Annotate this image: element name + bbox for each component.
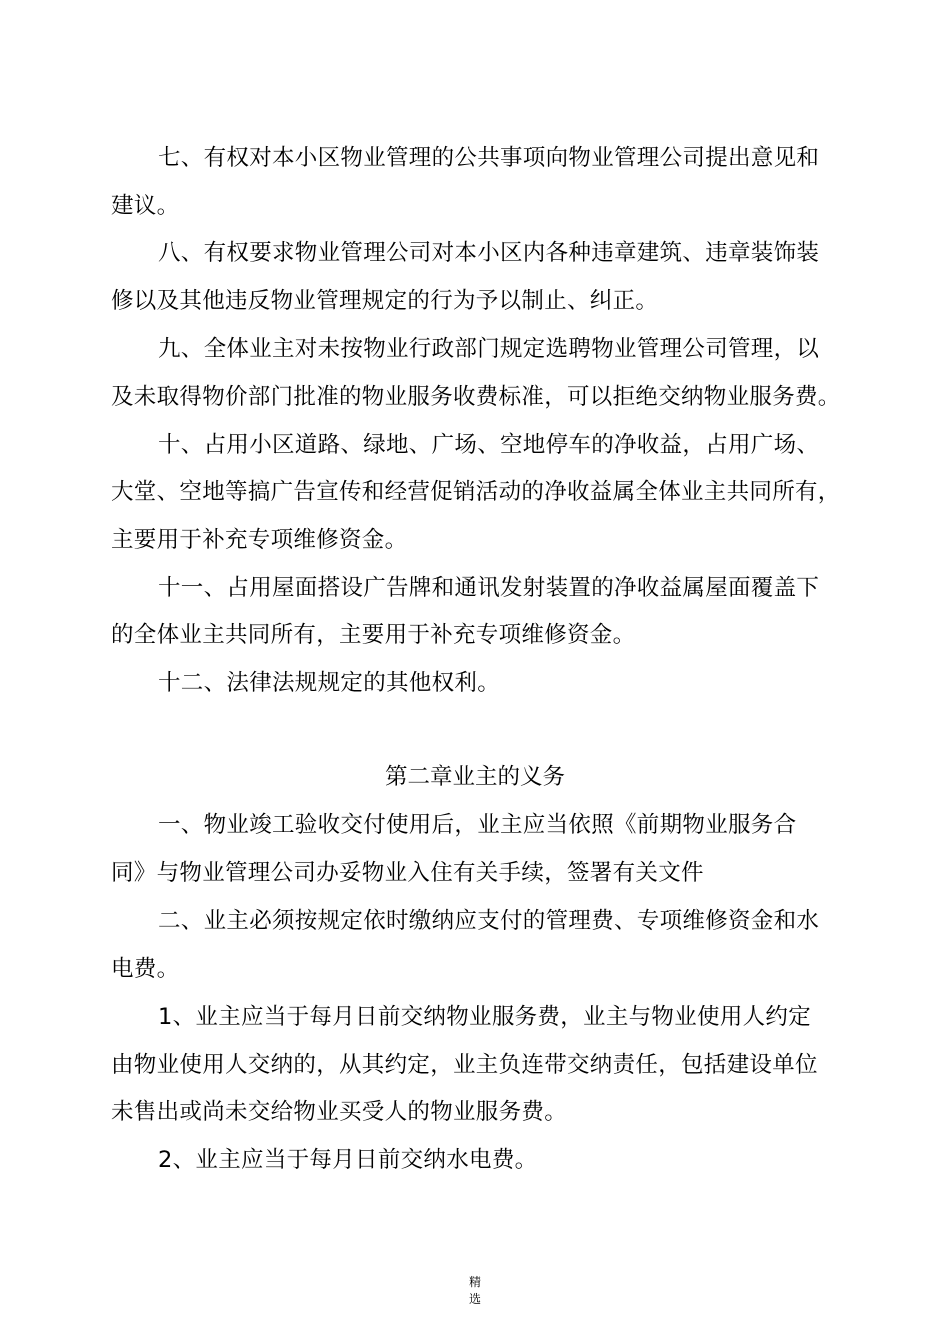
paragraph-8-line-2: 修以及其他违反物业管理规定的行为予以制止、纠正。 [111, 288, 659, 314]
paragraph-11-line-2: 的全体业主共同所有，主要用于补充专项维修资金。 [111, 622, 636, 648]
duty-2-1-line-2: 由物业使用人交纳的，从其约定，业主负连带交纳责任，包括建设单位 [111, 1052, 818, 1078]
duty-2-2-line-1: 2、业主应当于每月日前交纳水电费。 [158, 1147, 538, 1173]
paragraph-10-line-1: 十、占用小区道路、绿地、广场、空地停车的净收益，占用广场、 [158, 432, 820, 458]
duty-1-line-1: 一、物业竣工验收交付使用后，业主应当依照《前期物业服务合 [158, 812, 797, 838]
paragraph-8-line-1: 八、有权要求物业管理公司对本小区内各种违章建筑、违章装饰装 [158, 240, 820, 266]
footer-label-line-1: 精 [468, 1275, 481, 1289]
duty-1-line-2: 同》与物业管理公司办妥物业入住有关手续，签署有关文件 [111, 860, 704, 886]
paragraph-9-line-1: 九、全体业主对未按物业行政部门规定选聘物业管理公司管理，以 [158, 336, 820, 362]
paragraph-11-line-1: 十一、占用屋面搭设广告牌和通讯发射装置的净收益属屋面覆盖下 [158, 575, 820, 601]
paragraph-9-line-2: 及未取得物价部门批准的物业服务收费标准，可以拒绝交纳物业服务费。 [111, 384, 841, 410]
duty-2-line-1: 二、业主必须按规定依时缴纳应支付的管理费、专项维修资金和水 [158, 908, 820, 934]
duty-2-1-line-1: 1、业主应当于每月日前交纳物业服务费，业主与物业使用人约定 [158, 1004, 812, 1030]
duty-2-line-2: 电费。 [111, 956, 180, 982]
chapter-heading: 第二章业主的义务 [384, 764, 565, 790]
paragraph-7-line-2: 建议。 [111, 193, 180, 219]
paragraph-10-line-2: 大堂、空地等搞广告宣传和经营促销活动的净收益属全体业主共同所有， [111, 479, 841, 505]
duty-2-1-line-3: 未售出或尚未交给物业买受人的物业服务费。 [111, 1099, 568, 1125]
paragraph-12-line-1: 十二、法律法规规定的其他权利。 [158, 670, 501, 696]
footer-label-line-2: 选 [468, 1292, 481, 1306]
paragraph-10-line-3: 主要用于补充专项维修资金。 [111, 527, 408, 553]
paragraph-7-line-1: 七、有权对本小区物业管理的公共事项向物业管理公司提出意见和 [158, 145, 820, 171]
